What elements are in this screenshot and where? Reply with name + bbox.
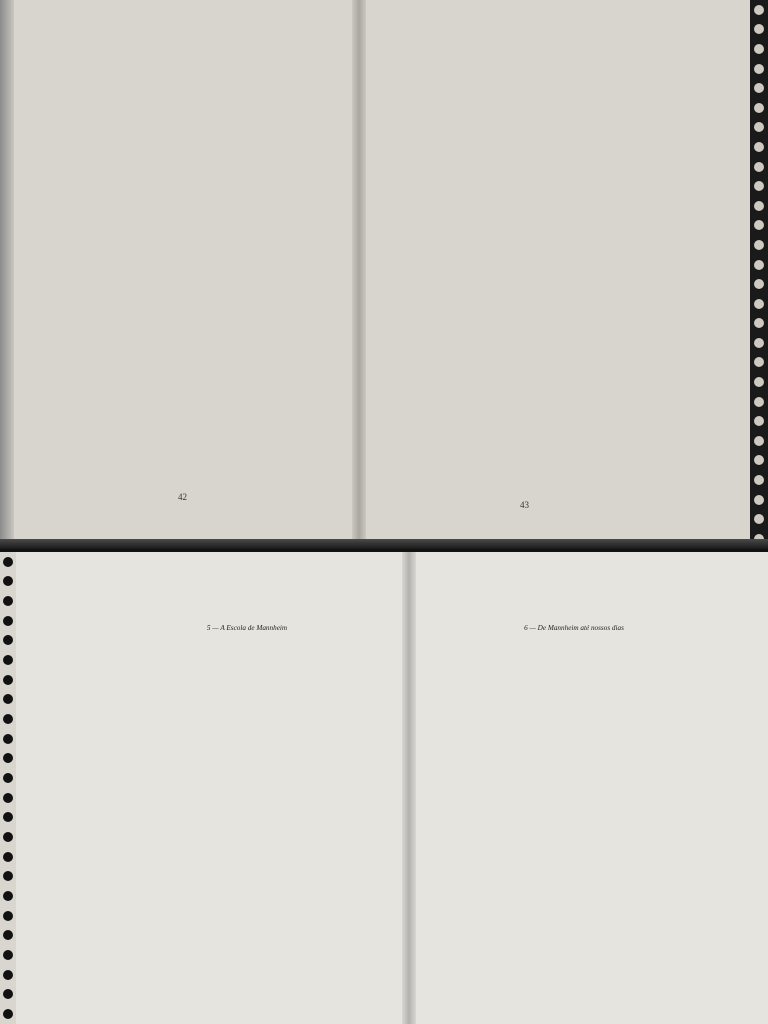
book-gutter (352, 0, 366, 549)
bottom-book-spread (0, 552, 768, 1024)
page-number: 42 (178, 492, 187, 502)
book-gutter (402, 552, 416, 1024)
left-page-edge (0, 0, 14, 549)
lower-left-page-text (102, 618, 392, 640)
binder-holes (750, 0, 768, 549)
section-heading: 5 — A Escola de Mannheim (206, 624, 288, 632)
page-bottom-shadow (0, 539, 768, 549)
section-heading: 6 — De Mannheim até nossos dias (524, 624, 624, 632)
lower-right-page-text (424, 618, 724, 640)
binder-holes (0, 552, 16, 1024)
page-number: 43 (520, 500, 529, 510)
